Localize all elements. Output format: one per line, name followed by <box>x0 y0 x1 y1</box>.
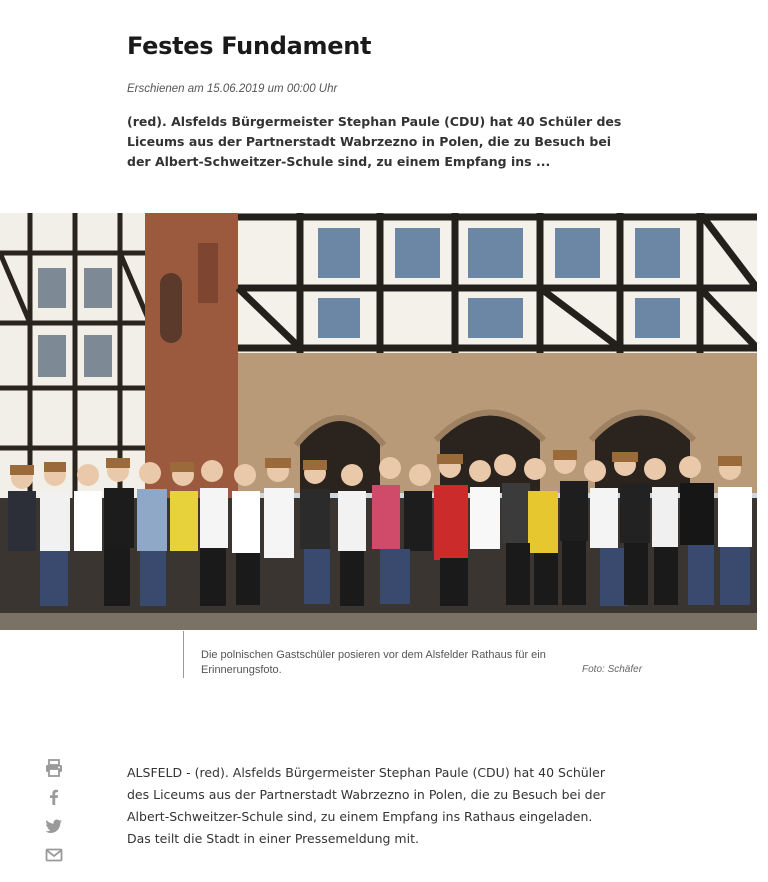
facebook-share-button[interactable] <box>44 787 64 807</box>
article-header <box>127 28 627 185</box>
share-bar <box>44 758 64 874</box>
print-icon <box>44 758 64 778</box>
article-photo <box>0 213 757 630</box>
article-lead: (red). Alsfelds Bürgermeister Stephan Paule (CDU) hat 40 Schüler des Liceums aus der Partnerstadt Wabrzezno in Polen, die zu Besuch bei der Albert-Schweitzer-Schule sind, zu einem Empfang ins ... <box>127 114 622 169</box>
photo-credit: Foto: Schäfer <box>582 664 643 675</box>
publish-date: Erschienen am 15.06.2019 um 00:00 Uhr <box>127 83 338 95</box>
caption-text: Die polnischen Gastschüler posieren vor dem Alsfelder Rathaus für ein Erinnerungsfoto. <box>201 649 546 676</box>
email-icon <box>44 845 64 865</box>
twitter-share-button[interactable] <box>44 816 64 836</box>
twitter-icon <box>44 816 64 836</box>
photo-illustration <box>0 213 757 630</box>
email-share-button[interactable] <box>44 845 64 865</box>
photo-caption <box>183 631 653 678</box>
article-body: ALSFELD - (red). Alsfelds Bürgermeister Stephan Paule (CDU) hat 40 Schüler des Liceums aus der Partnerstadt Wabrzezno in Polen, die zu Besuch bei der Albert-Schweitzer-Schule sind, zu einem Empfang ins Rathaus eingeladen. Das teilt die Stadt in einer Pressemeldung mit. <box>127 765 606 846</box>
print-button[interactable] <box>44 758 64 778</box>
facebook-icon <box>44 787 64 807</box>
article-headline: Festes Fundament <box>127 32 372 60</box>
